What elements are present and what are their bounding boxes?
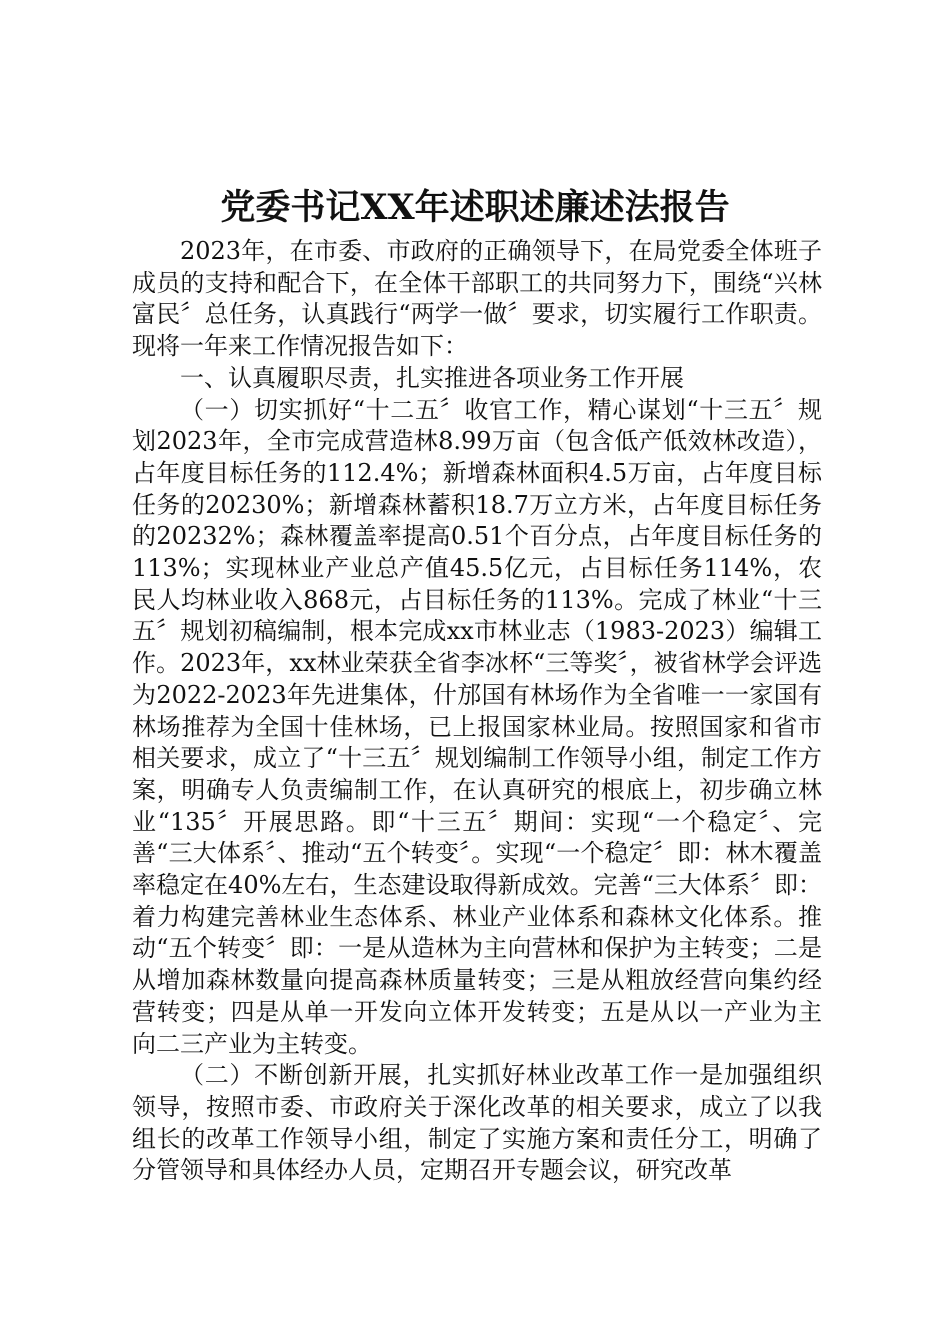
document-body xyxy=(132,236,822,1187)
paragraph-subsection-2: （二）不断创新开展，扎实抓好林业改革工作一是加强组织领导，按照市委、市政府关于深化改革的相关要求，成立了以我组长的改革工作领导小组，制定了实施方案和责任分工，明确了分管领导和具体经办人员，定期召开专题会议，研究改革 xyxy=(132,1061,822,1185)
section-heading-1: 一、认真履职尽责，扎实推进各项业务工作开展 xyxy=(180,363,684,392)
paragraph-subsection-1: （一）切实抓好“十二五〞收官工作，精心谋划“十三五〞规划2023年，全市完成营造林8.99万亩（包含低产低效林改造），占年度目标任务的112.4%；新增森林面积4.5万亩，占年度目标任务的20230%；新增森林蓄积18.7万立方米，占年度目标任务的20232%；森林覆盖率提高0.51个百分点，占年度目标任务的113%；实现林业产业总产值45.5亿元，占目标任务114%，农民人均林业收入868元，占目标任务的113%。完成了林业“十三五〞规划初稿编制，根本完成xx市林业志（1983-2023）编辑工作。2023年，xx林业荣获全省李冰杯“三等奖〞，被省林学会评选为2022-2023年先进集体，什邡国有林场作为全省唯一一家国有林场推荐为全国十佳林场，已上报国家林业局。按照国家和省市相关要求，成立了“十三五〞规划编制工作领导小组，制定工作方案，明确专人负责编制工作，在认真研究的根底上，初步确立林业“135〞开展思路。即“十三五〞期间：实现“一个稳定〞、完善“三大体系〞、推动“五个转变〞。实现“一个稳定〞即：林木覆盖率稳定在40%左右，生态建设取得新成效。完善“三大体系〞即：着力构建完善林业生态体系、林业产业体系和森林文化体系。推动“五个转变〞即：一是从造林为主向营林和保护为主转变；二是从增加森林数量向提高森林质量转变；三是从粗放经营向集约经营转变；四是从单一开发向立体开发转变；五是从以一产业为主向二三产业为主转变。 xyxy=(132,395,822,1058)
paragraph-intro: 2023年，在市委、市政府的正确领导下，在局党委全体班子成员的支持和配合下，在全体干部职工的共同努力下，围绕“兴林富民〞总任务，认真践行“两学一做〞要求，切实履行工作职责。现将一年来工作情况报告如下： xyxy=(132,237,822,361)
document-title: 党委书记XX年述职述廉述法报告 xyxy=(220,187,730,228)
